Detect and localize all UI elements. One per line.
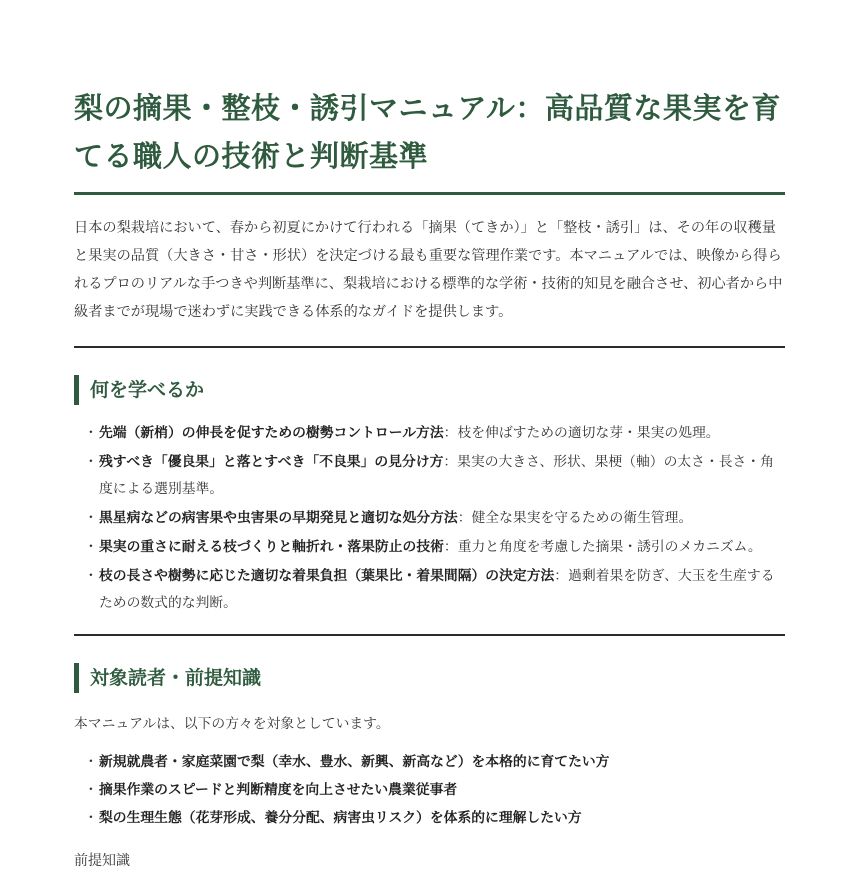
audience-list	[74, 749, 785, 832]
bullet-dot-icon: ・	[84, 454, 98, 470]
list-item-text: ：健全な果実を守るための衛生管理。	[457, 510, 693, 526]
list-item	[84, 777, 785, 804]
list-item-bold: 新規就農者・家庭菜園で梨（幸水、豊水、新興、新高など）を本格的に育てたい方	[99, 754, 610, 770]
list-item-bold: 摘果作業のスピードと判断精度を向上させたい農業従事者	[99, 782, 458, 798]
section-title-learn: 何を学べるか	[90, 379, 205, 401]
list-item-text: ：果実の大きさ、形状、果梗（軸）の太さ・長さ・角度による選別基準。	[99, 454, 774, 497]
list-item	[84, 563, 785, 617]
list-item	[84, 749, 785, 776]
list-item	[84, 534, 785, 561]
title-underline	[74, 192, 785, 195]
list-item	[84, 420, 785, 447]
heading-accent-bar	[74, 375, 79, 405]
list-item-bold: 梨の生理生態（花芽形成、養分分配、病害虫リスク）を体系的に理解したい方	[99, 810, 582, 826]
list-item-text: ：枝を伸ばすための適切な芽・果実の処理。	[443, 425, 720, 441]
intro-paragraph: 日本の梨栽培において、春から初夏にかけて行われる「摘果（てきか）」と「整枝・誘引」は、その年の収穫量と果実の品質（大きさ・甘さ・形状）を決定づける最も重要な管理作業です。本マニュアルでは、映像から得られるプロのリアルな手つきや判断基準に、梨栽培における標準的な学術・技術的知見を融合させ、初心者から中級者までが現場で迷わずに実践できる体系的なガイドを提供します。	[74, 220, 783, 320]
list-item-bold: 残すべき「優良果」と落とすべき「不良果」の見分け方	[99, 454, 444, 470]
bullet-dot-icon: ・	[84, 539, 98, 555]
learn-list	[74, 420, 785, 617]
bullet-dot-icon: ・	[84, 810, 98, 826]
bullet-dot-icon: ・	[84, 782, 98, 798]
list-item	[84, 505, 785, 532]
section-divider	[74, 346, 785, 348]
list-item	[84, 449, 785, 503]
section-heading-learn	[74, 375, 785, 405]
prerequisite-label: 前提知識	[74, 853, 130, 869]
section-title-audience: 対象読者・前提知識	[90, 667, 262, 689]
bullet-dot-icon: ・	[84, 510, 98, 526]
heading-accent-bar	[74, 663, 79, 693]
bullet-dot-icon: ・	[84, 754, 98, 770]
list-item-text: ：過剰着果を防ぎ、大玉を生産するための数式的な判断。	[99, 568, 775, 611]
list-item	[84, 805, 785, 832]
list-item-bold: 果実の重さに耐える枝づくりと軸折れ・落果防止の技術	[99, 539, 444, 555]
document-title: 梨の摘果・整枝・誘引マニュアル：高品質な果実を育てる職人の技術と判断基準	[74, 91, 781, 173]
section-heading-audience	[74, 663, 785, 693]
list-item-bold: 先端（新梢）の伸長を促すための樹勢コントロール方法	[99, 425, 444, 441]
list-item-bold: 黒星病などの病害果や虫害果の早期発見と適切な処分方法	[99, 510, 458, 526]
document-content	[74, 84, 785, 875]
list-item-bold: 枝の長さや樹勢に応じた適切な着果負担（葉果比・着果間隔）の決定方法	[99, 568, 555, 584]
audience-lead: 本マニュアルは、以下の方々を対象としています。	[74, 716, 390, 732]
section-divider	[74, 634, 785, 636]
bullet-dot-icon: ・	[84, 568, 98, 584]
bullet-dot-icon: ・	[84, 425, 98, 441]
list-item-text: ：重力と角度を考慮した摘果・誘引のメカニズム。	[443, 539, 762, 555]
